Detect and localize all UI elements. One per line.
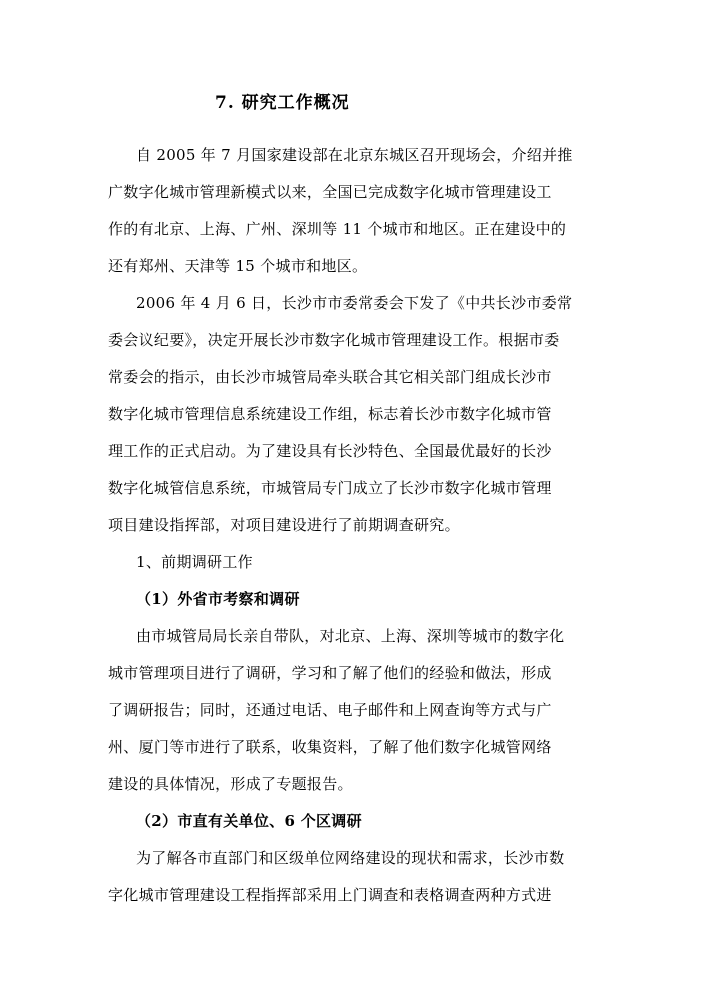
paragraph-line: 项目建设指挥部，对项目建设进行了前期调查研究。 (108, 516, 460, 534)
paragraph-line: 城市管理项目进行了调研，学习和了解了他们的经验和做法，形成 (108, 664, 552, 682)
paragraph-line: 为了解各市直部门和区级单位网络建设的现状和需求，长沙市数 (136, 849, 565, 867)
paragraph-line: 字化城市管理建设工程指挥部采用上门调查和表格调查两种方式进 (108, 886, 552, 904)
paragraph-line: 常委会的指示，由长沙市城管局牵头联合其它相关部门组成长沙市 (108, 368, 552, 386)
paragraph-line: 自 2005 年 7 月国家建设部在北京东城区召开现场会，介绍并推 (136, 146, 573, 164)
subsection-heading: 1、前期调研工作 (136, 553, 253, 571)
paragraph-line: 数字化城市管理信息系统建设工作组，标志着长沙市数字化城市管 (108, 405, 552, 423)
paragraph-line: 广数字化城市管理新模式以来，全国已完成数字化城市管理建设工 (108, 183, 552, 201)
paragraph-line: 2006 年 4 月 6 日，长沙市市委常委会下发了《中共长沙市委常 (136, 294, 573, 312)
paragraph-line: 数字化城管信息系统，市城管局专门成立了长沙市数字化城市管理 (108, 479, 552, 497)
paragraph-line: 了调研报告；同时，还通过电话、电子邮件和上网查询等方式与广 (108, 701, 552, 719)
paragraph-line: 还有郑州、天津等 15 个城市和地区。 (108, 257, 368, 275)
paragraph-line: 建设的具体情况，形成了专题报告。 (108, 775, 353, 793)
subsection-heading-bold: （2）市直有关单位、6 个区调研 (136, 812, 362, 830)
subsection-heading-bold: （1）外省市考察和调研 (136, 590, 300, 608)
paragraph-line: 由市城管局局长亲自带队，对北京、上海、深圳等城市的数字化 (136, 627, 565, 645)
paragraph-line: 州、厦门等市进行了联系，收集资料，了解了他们数字化城管网络 (108, 738, 552, 756)
paragraph-line: 作的有北京、上海、广州、深圳等 11 个城市和地区。正在建设中的 (108, 220, 567, 238)
section-title: 7. 研究工作概况 (215, 93, 350, 113)
paragraph-line: 理工作的正式启动。为了建设具有长沙特色、全国最优最好的长沙 (108, 442, 552, 460)
paragraph-line: 委会议纪要》，决定开展长沙市数字化城市管理建设工作。根据市委 (108, 331, 560, 349)
